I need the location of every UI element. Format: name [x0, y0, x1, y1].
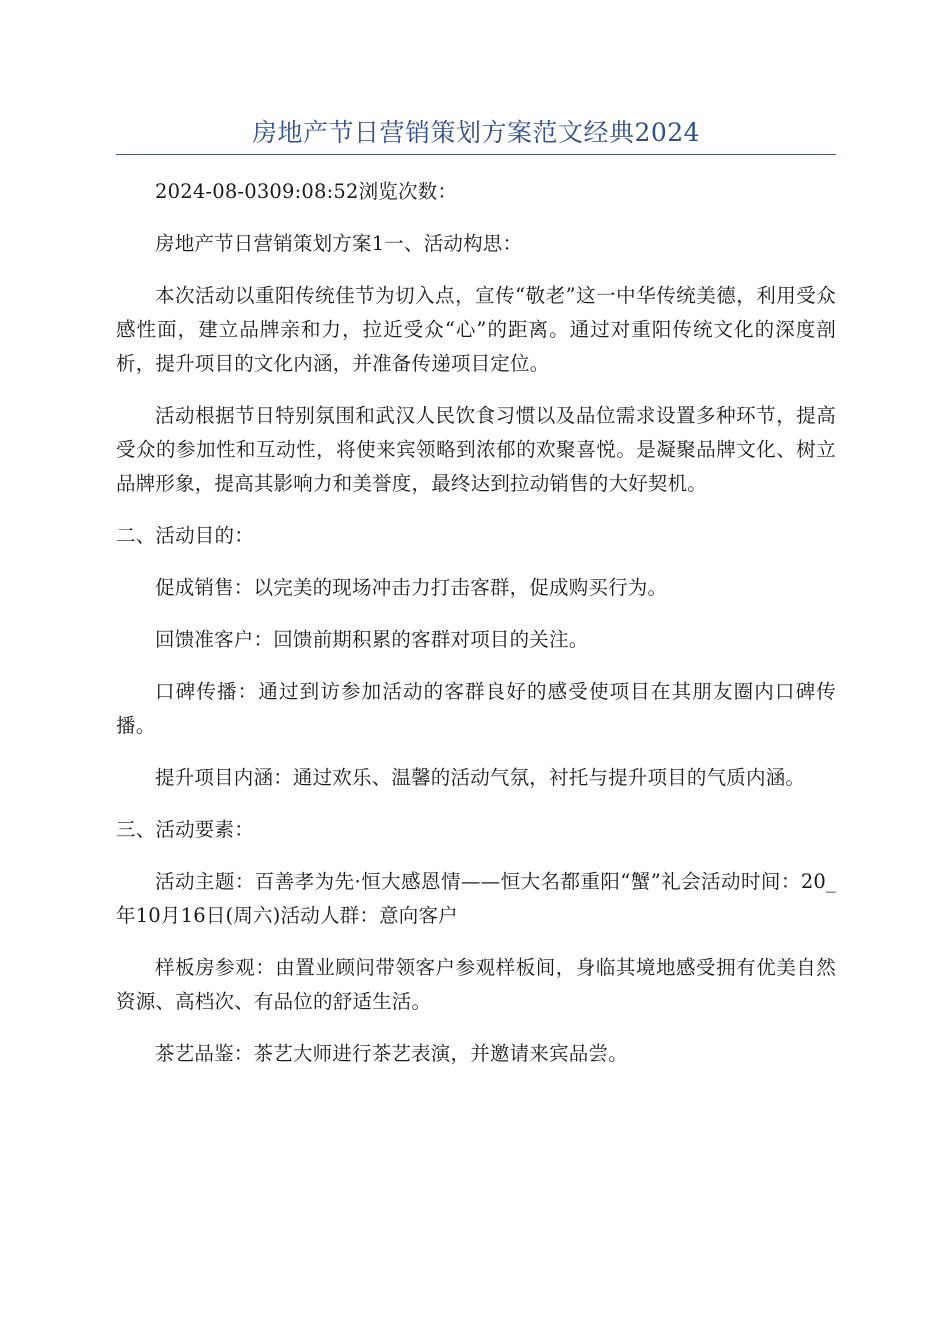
- paragraph: 样板房参观：由置业顾问带领客户参观样板间，身临其境地感受拥有优美自然资源、高档次、有品位的舒适生活。: [116, 956, 836, 1013]
- document-page: [116, 0, 836, 1089]
- section-heading: 二、活动目的：: [116, 524, 254, 547]
- paragraph: 提升项目内涵：通过欢乐、温馨的活动气氛，衬托与提升项目的气质内涵。: [155, 766, 806, 789]
- paragraph: 本次活动以重阳传统佳节为切入点，宣传“敬老”这一中华传统美德，利用受众感性面，建立品牌亲和力，拉近受众“心”的距离。通过对重阳传统文化的深度剖析，提升项目的文化内涵，并准备传递项目定位。: [116, 284, 836, 375]
- paragraph: 活动主题：百善孝为先·恒大感恩情——恒大名都重阳“蟹”礼会活动时间：20_年10月16日(周六)活动人群：意向客户: [116, 870, 836, 927]
- document-title: 房地产节日营销策划方案范文经典2024: [116, 116, 836, 155]
- paragraph: 促成销售：以完美的现场冲击力打击客群，促成购买行为。: [155, 576, 668, 599]
- section-heading: 三、活动要素：: [116, 818, 254, 841]
- paragraph: 房地产节日营销策划方案1一、活动构思：: [155, 232, 523, 255]
- paragraph: 口碑传播：通过到访参加活动的客群良好的感受使项目在其朋友圈内口碑传播。: [116, 680, 836, 737]
- paragraph: 2024-08-0309:08:52浏览次数：: [155, 180, 458, 203]
- paragraph: 活动根据节日特别氛围和武汉人民饮食习惯以及品位需求设置多种环节，提高受众的参加性和互动性，将使来宾领略到浓郁的欢聚喜悦。是凝聚品牌文化、树立品牌形象，提高其影响力和美誉度，最终达到拉动销售的大好契机。: [116, 404, 836, 495]
- paragraph: 茶艺品鉴：茶艺大师进行茶艺表演，并邀请来宾品尝。: [155, 1042, 628, 1065]
- paragraph: 回馈准客户：回馈前期积累的客群对项目的关注。: [155, 628, 589, 651]
- document-body: [116, 175, 836, 1071]
